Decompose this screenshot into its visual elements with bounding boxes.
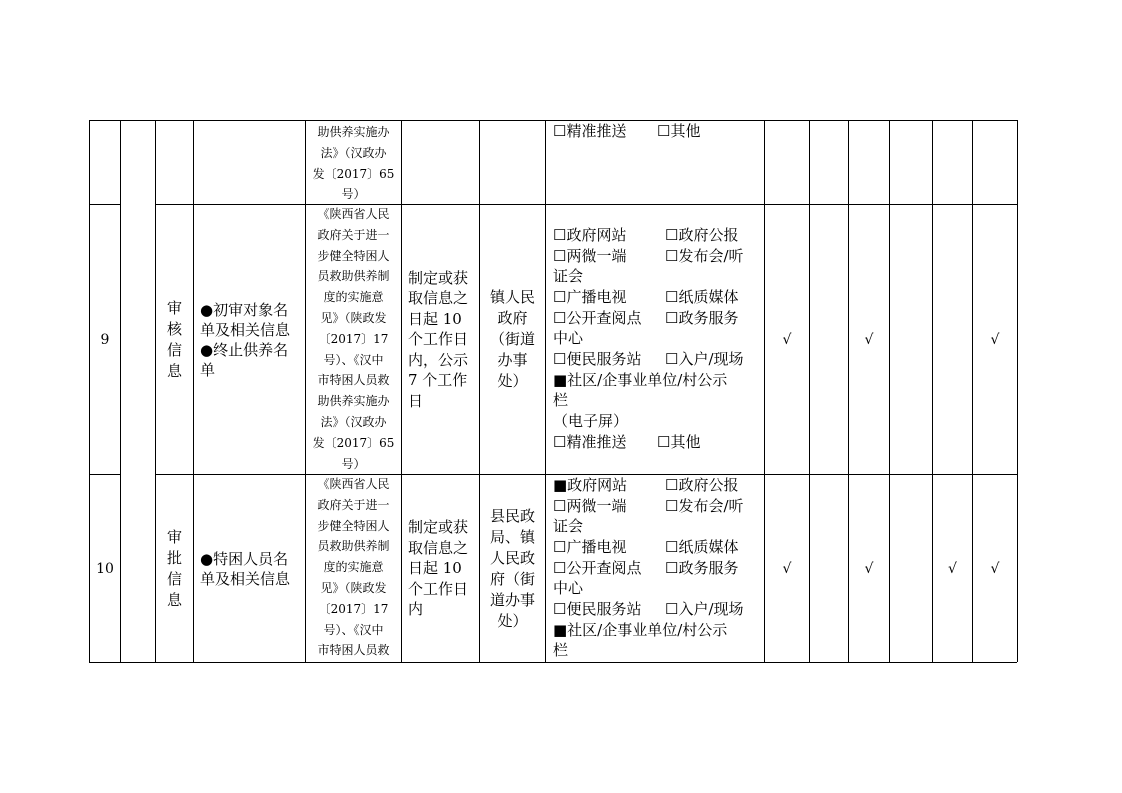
channel-option: 证会 (553, 267, 584, 285)
channel-option: ☐政务服务 (665, 559, 739, 577)
content-cell: ●特困人员名 单及相关信息 (200, 549, 291, 588)
checkmark-cell: √ (864, 560, 874, 577)
channel-option: ☐发布会/听 (665, 497, 744, 515)
checkmark-cell (890, 205, 932, 474)
subject-cell: 镇人民 政府 （街道 办事 处） (489, 288, 535, 390)
subject-cell: 县民政 局、镇 人民政 府（街 道办事 处） (489, 506, 535, 630)
channel-option: 栏 (553, 641, 569, 659)
channel-option: （电子屏） (553, 412, 629, 430)
column-divider (545, 120, 546, 662)
time-limit-cell: 制定或获 取信息之 日起 10 个工作日 内 (408, 518, 469, 619)
channel-option: ■社区/企事业单位/村公示 (553, 371, 728, 389)
column-divider (120, 120, 121, 662)
checkmark-cell: √ (782, 331, 792, 348)
table-right-border (1017, 120, 1018, 662)
checkmark-cell: √ (864, 331, 874, 348)
channel-option: ☐便民服务站 (553, 600, 642, 618)
channel-option: ☐政务服务 (665, 309, 739, 327)
basis-cell: 《陕西省人民 政府关于进一 步健全特困人 员救助供养制 度的实施意 见》（陕政发 〔2017〕17 号）、《汉中 市特困人员救 助供养实施办 法》（汉政办 发〔2017〕65 号） (312, 207, 395, 471)
channel-option: 栏 (553, 391, 569, 409)
serial-number: 10 (96, 560, 114, 577)
channel-option: ☐精准推送 (553, 122, 627, 140)
basis-cell: 《陕西省人民 政府关于进一 步健全特困人 员救助供养制 度的实施意 见》（陕政发 〔2017〕17 号）、《汉中 市特困人员救 (317, 477, 390, 658)
serial-number: 9 (100, 331, 110, 348)
category-cell: 审 核 信 息 (166, 298, 182, 380)
checkmark-cell: √ (990, 331, 1000, 348)
channel-option: ■社区/企事业单位/村公示 (553, 621, 728, 639)
channel-option: ☐其他 (657, 433, 701, 451)
channel-option: ☐两微一端 (553, 247, 627, 265)
checkmark-cell: √ (948, 560, 957, 577)
channel-option: ☐政府公报 (665, 226, 739, 244)
checkmark-cell (810, 475, 848, 662)
basis-cell: 助供养实施办 法》（汉政办 发〔2017〕65 号） (312, 125, 395, 202)
channel-option: ☐纸质媒体 (665, 288, 739, 306)
channel-option: ☐公开查阅点 (553, 559, 642, 577)
channel-option: ☐两微一端 (553, 497, 627, 515)
checkmark-cell (933, 205, 972, 474)
checkmark-cell: √ (782, 560, 792, 577)
channel-option: ☐纸质媒体 (665, 538, 739, 556)
channel-option: ☐政府网站 (553, 226, 627, 244)
channel-option: 中心 (553, 579, 584, 597)
channel-option: ☐发布会/听 (665, 247, 744, 265)
checkmark-cell (810, 205, 848, 474)
category-cell: 审 批 信 息 (166, 527, 182, 609)
channel-option: ☐广播电视 (553, 538, 627, 556)
channel-option: ☐广播电视 (553, 288, 627, 306)
time-limit-cell: 制定或获 取信息之 日起 10 个工作日 内，公示 7 个工作 日 (408, 268, 469, 410)
channel-option: ☐便民服务站 (553, 350, 642, 368)
channel-option: ☐入户/现场 (665, 600, 744, 618)
content-cell: ●初审对象名 单及相关信息 ●终止供养名 单 (200, 300, 291, 379)
checkmark-cell: √ (990, 560, 1000, 577)
channel-option: 中心 (553, 329, 584, 347)
channel-option: ☐入户/现场 (665, 350, 744, 368)
channel-option: ☐政府公报 (665, 476, 739, 494)
channel-option: ☐公开查阅点 (553, 309, 642, 327)
checkmark-cell (890, 475, 932, 662)
channel-option: ■政府网站 (553, 476, 628, 494)
channel-option: ☐其他 (657, 122, 701, 140)
channel-option: ☐精准推送 (553, 433, 627, 451)
channel-option: 证会 (553, 517, 584, 535)
table-bottom-border (89, 662, 1017, 663)
